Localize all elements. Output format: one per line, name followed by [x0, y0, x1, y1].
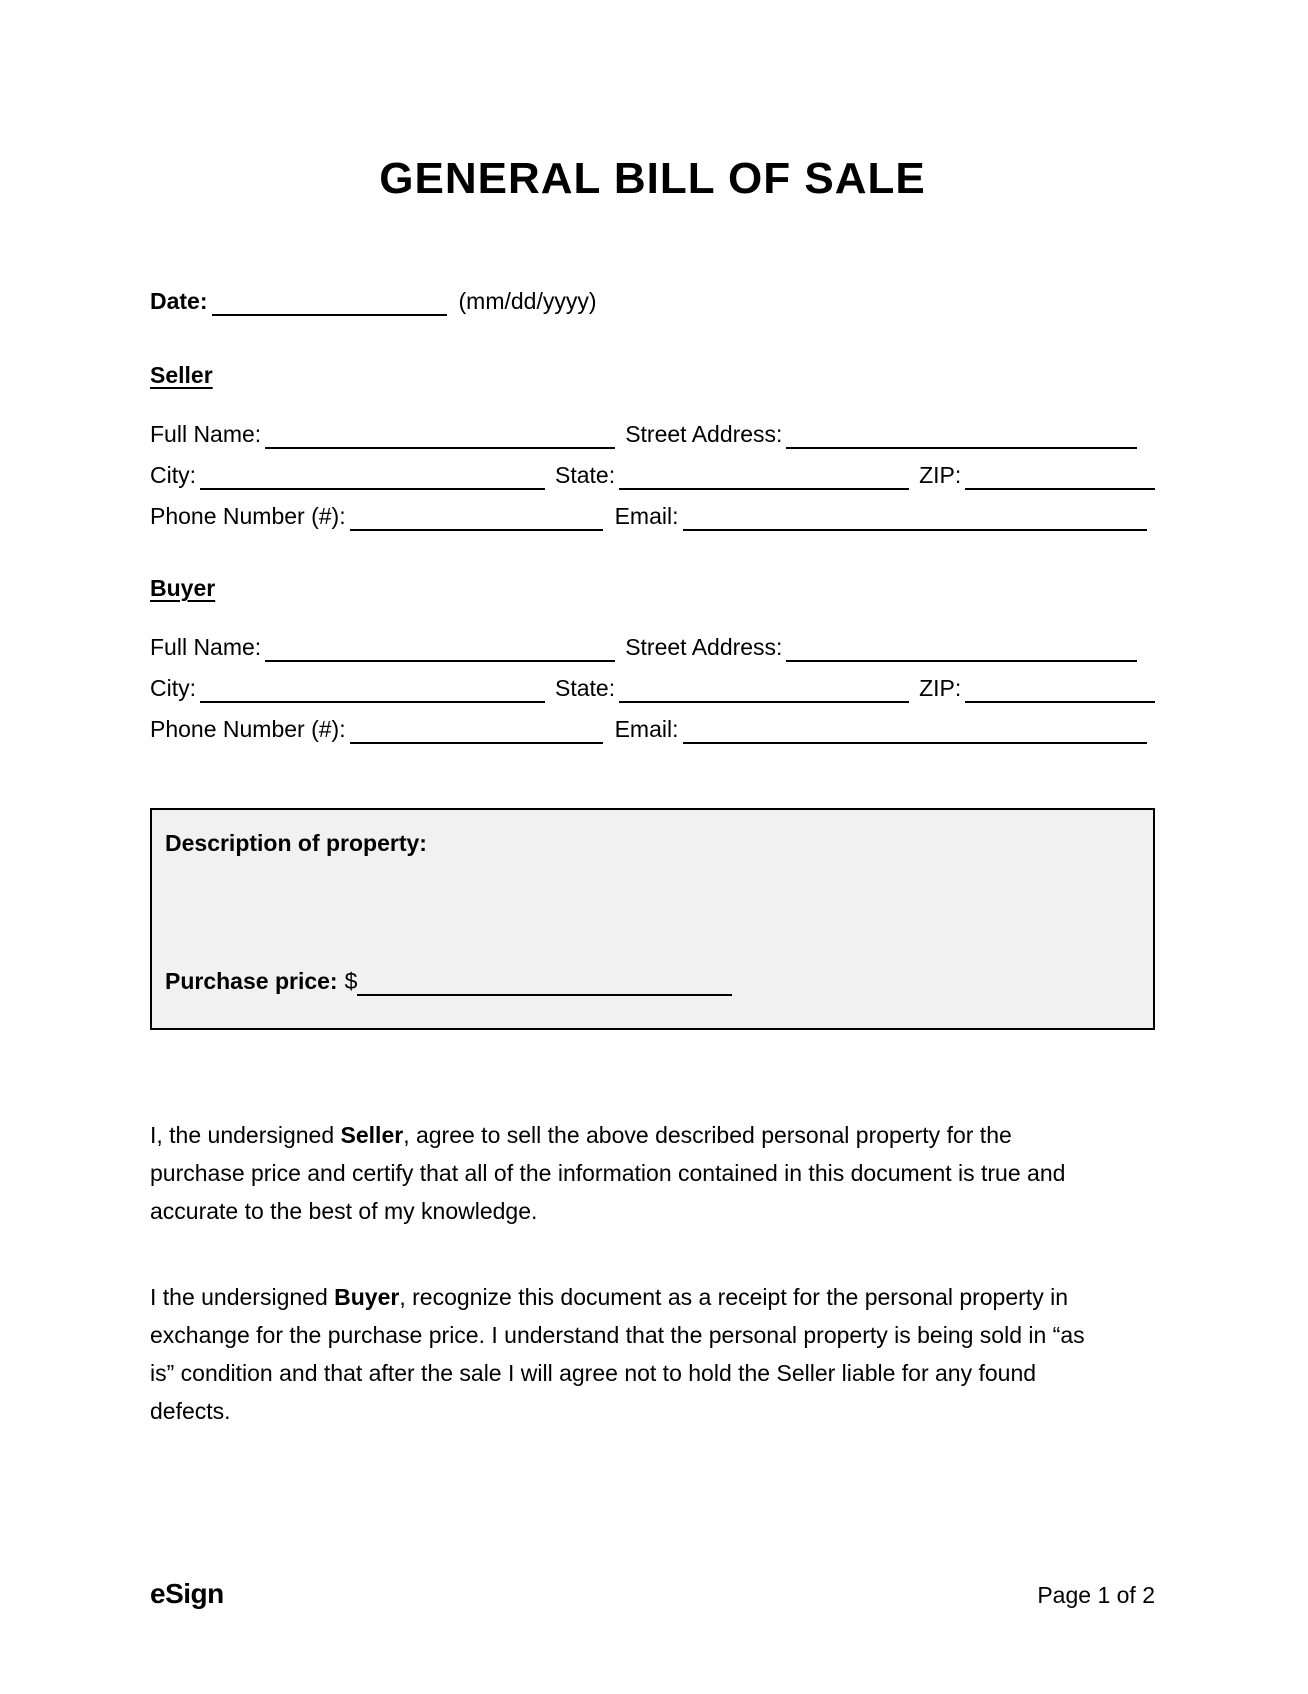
buyer-name-row	[150, 633, 1155, 662]
buyer-state-line[interactable]	[619, 675, 909, 703]
seller-city-label: City:	[150, 462, 196, 488]
buyer-street-address-line[interactable]	[786, 634, 1137, 662]
buyer-phone-label: Phone Number (#):	[150, 716, 346, 742]
seller-contact-row	[150, 502, 1155, 531]
buyer-full-name-label: Full Name:	[150, 634, 262, 660]
buyer-section-heading: Buyer	[150, 575, 216, 601]
seller-acknowledgment-paragraph	[150, 1116, 1090, 1230]
seller-email-line[interactable]	[683, 503, 1148, 531]
seller-email-label: Email:	[614, 503, 679, 529]
seller-street-address-label: Street Address:	[625, 421, 783, 447]
seller-state-line[interactable]	[619, 462, 909, 490]
property-description-box	[150, 808, 1155, 1030]
date-input-line[interactable]	[212, 288, 447, 316]
buyer-bold-word: Buyer	[334, 1284, 400, 1310]
description-of-property-label: Description of property:	[165, 830, 427, 856]
page-title: GENERAL BILL OF SALE	[379, 154, 926, 203]
buyer-city-row	[150, 674, 1155, 703]
seller-zip-label: ZIP:	[919, 462, 962, 488]
description-input-area[interactable]	[165, 858, 1137, 966]
seller-phone-line[interactable]	[350, 503, 603, 531]
purchase-price-line[interactable]	[357, 968, 732, 996]
buyer-email-line[interactable]	[683, 716, 1148, 744]
page-footer	[150, 1579, 1155, 1610]
purchase-price-row	[165, 966, 1137, 996]
paragraph-text: , recognize this document as a receipt for the personal property in exchange for the purchase price. I understand that the personal property is being sold in “as is” condition and that after the sale I will agree not to hold the Seller liable for any found defects.	[150, 1284, 1085, 1424]
seller-section-heading: Seller	[150, 362, 213, 388]
buyer-contact-row	[150, 715, 1155, 744]
buyer-zip-label: ZIP:	[919, 675, 962, 701]
buyer-city-label: City:	[150, 675, 196, 701]
date-row	[150, 286, 1155, 316]
date-format-hint: (mm/dd/yyyy)	[458, 288, 597, 314]
seller-street-address-line[interactable]	[786, 421, 1137, 449]
seller-phone-label: Phone Number (#):	[150, 503, 346, 529]
buyer-state-label: State:	[555, 675, 616, 701]
seller-city-row	[150, 461, 1155, 490]
seller-bold-word: Seller	[340, 1122, 404, 1148]
purchase-price-label: Purchase price:	[165, 968, 338, 994]
seller-zip-line[interactable]	[965, 462, 1155, 490]
buyer-full-name-line[interactable]	[265, 634, 615, 662]
seller-full-name-label: Full Name:	[150, 421, 262, 447]
buyer-street-address-label: Street Address:	[625, 634, 783, 660]
seller-name-row	[150, 420, 1155, 449]
buyer-email-label: Email:	[614, 716, 679, 742]
paragraph-text: I the undersigned	[150, 1284, 335, 1310]
buyer-acknowledgment-paragraph	[150, 1278, 1090, 1430]
paragraph-text: , agree to sell the above described personal property for the purchase price and certify that all of the information contained in this document is true and accurate to the best of my knowledge.	[150, 1122, 1066, 1224]
paragraph-text: I, the undersigned	[150, 1122, 341, 1148]
esign-logo: eSign	[150, 1578, 224, 1609]
buyer-city-line[interactable]	[200, 675, 545, 703]
seller-city-line[interactable]	[200, 462, 545, 490]
seller-full-name-line[interactable]	[265, 421, 615, 449]
buyer-phone-line[interactable]	[350, 716, 603, 744]
date-label: Date:	[150, 288, 208, 314]
page-indicator: Page 1 of 2	[1037, 1582, 1155, 1608]
buyer-zip-line[interactable]	[965, 675, 1155, 703]
currency-symbol: $	[344, 968, 358, 994]
seller-state-label: State:	[555, 462, 616, 488]
